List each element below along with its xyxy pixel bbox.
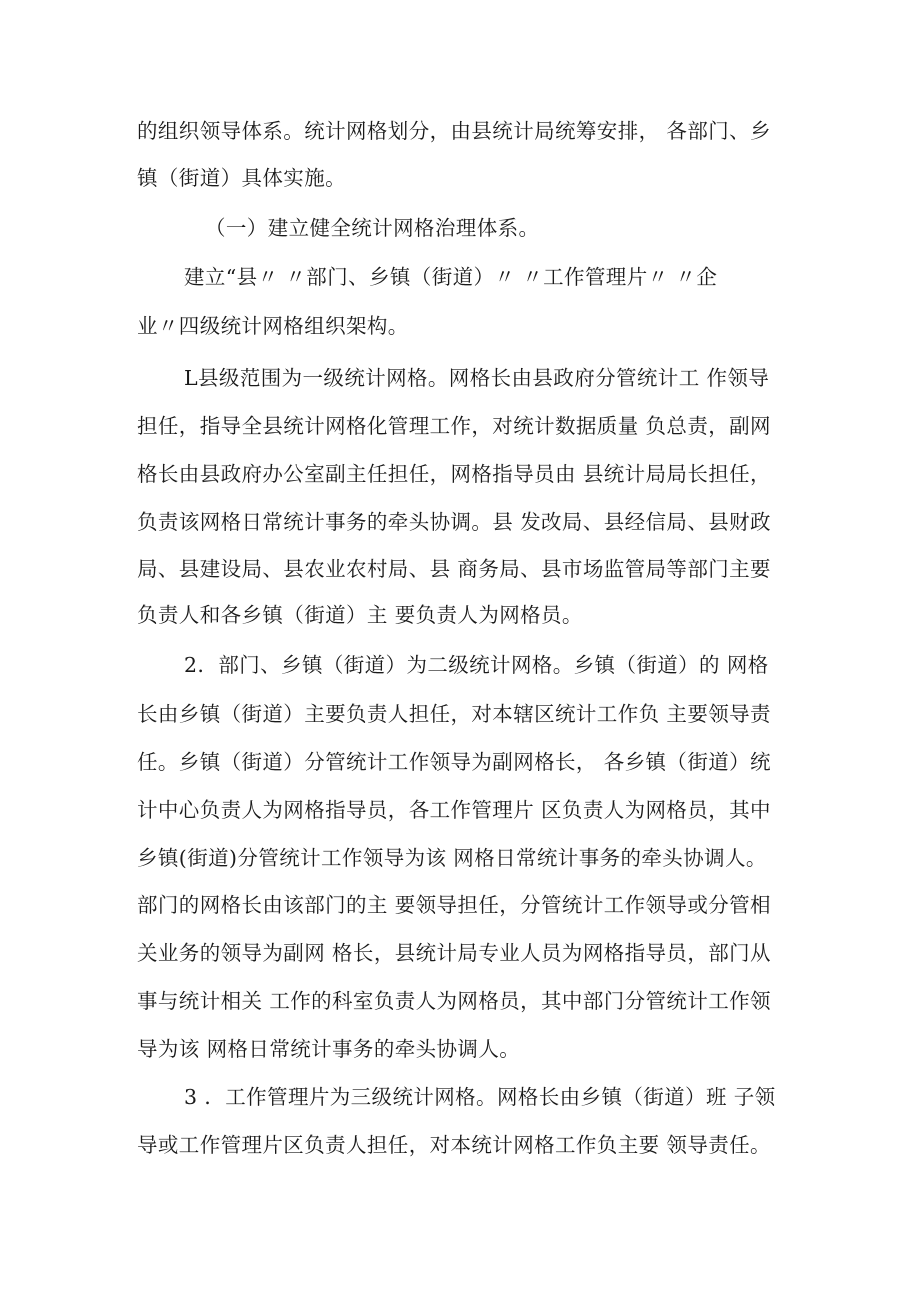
text-line-1: 的组织领导体系。统计网格划分，由县统计局统筹安排， 各部门、乡 bbox=[137, 119, 771, 143]
text-line-9: 负责该网格日常统计事务的牵头协调。县 发改局、县经信局、县财政 bbox=[137, 510, 771, 534]
section-heading: （一）建立健全统计网格治理体系。 bbox=[205, 216, 540, 240]
text-line-4: 建立“县〃 〃部门、乡镇（街道）〃 〃工作管理片〃 〃企 bbox=[184, 265, 718, 289]
text-line-14: 任。乡镇（街道）分管统计工作领导为副网格长， 各乡镇（街道）统 bbox=[137, 750, 771, 774]
text-line-8: 格长由县政府办公室副主任担任，网格指导员由 县统计局局长担任， bbox=[137, 462, 771, 486]
text-line-13: 长由乡镇（街道）主要负责人担任，对本辖区统计工作负 主要领导责 bbox=[137, 702, 771, 726]
text-line-15: 计中心负责人为网格指导员，各工作管理片 区负责人为网格员，其中 bbox=[137, 798, 771, 822]
text-line-21: 3 ．工作管理片为三级统计网格。网格长由乡镇（街道）班 子领 bbox=[184, 1085, 776, 1109]
text-line-7: 担任，指导全县统计网格化管理工作，对统计数据质量 负总责，副网 bbox=[137, 414, 771, 438]
text-line-5: 业〃四级统计网格组织架构。 bbox=[137, 314, 409, 338]
text-line-2: 镇（街道）具体实施。 bbox=[137, 166, 346, 190]
text-line-17: 部门的网格长由该部门的主 要领导担任，分管统计工作领导或分管相 bbox=[137, 893, 771, 917]
text-line-22: 导或工作管理片区负责人担任，对本统计网格工作负主要 领导责任。 bbox=[137, 1133, 771, 1157]
text-line-18: 关业务的领导为副网 格长，县统计局专业人员为网格指导员，部门从 bbox=[137, 941, 771, 965]
text-line-12: 2．部门、乡镇（街道）为二级统计网格。乡镇（街道）的 网格 bbox=[184, 653, 769, 677]
text-line-11: 负责人和各乡镇（街道）主 要负责人为网格员。 bbox=[137, 603, 583, 627]
text-line-6: L县级范围为一级统计网格。网格长由县政府分管统计工 作领导 bbox=[184, 366, 770, 390]
text-line-20: 导为该 网格日常统计事务的牵头协调人。 bbox=[137, 1037, 521, 1061]
text-line-16: 乡镇(街道)分管统计工作领导为该 网格日常统计事务的牵头协调人。 bbox=[137, 846, 767, 870]
text-line-19: 事与统计相关 工作的科室负责人为网格员，其中部门分管统计工作领 bbox=[137, 989, 771, 1013]
text-line-10: 局、县建设局、县农业农村局、县 商务局、县市场监管局等部门主要 bbox=[137, 557, 771, 581]
